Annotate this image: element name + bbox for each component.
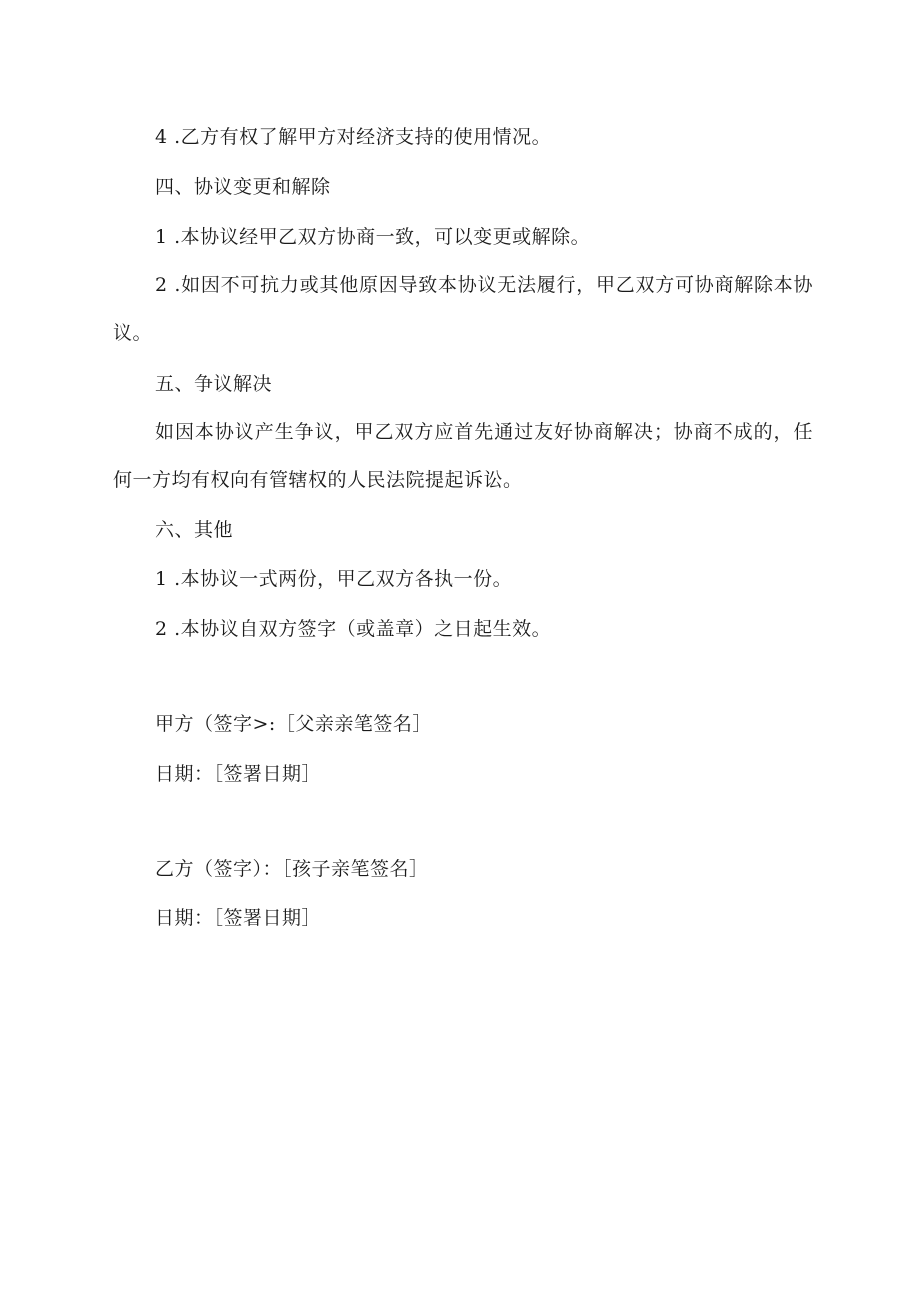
clause-4-1: 1 .本协议经甲乙双方协商一致，可以变更或解除。 (155, 226, 591, 248)
clause-6-2: 2 .本协议自双方签字（或盖章）之日起生效。 (155, 618, 552, 640)
clause-3-4: 4 .乙方有权了解甲方对经济支持的使用情况。 (155, 126, 552, 148)
section-6-heading: 六、其他 (155, 519, 234, 541)
party-b-date-line: 日期：［签署日期］ (155, 907, 322, 929)
party-a-signature-line: 甲方（签字>:［父亲亲笔签名］ (155, 713, 432, 735)
party-b-signature-line: 乙方（签字）：［孩子亲笔签名］ (155, 858, 429, 880)
party-a-date-line: 日期：［签署日期］ (155, 763, 322, 785)
clause-4-2: 2 .如因不可抗力或其他原因导致本协议无法履行，甲乙双方可协商解除本协议。 (113, 274, 813, 344)
section-5-body: 如因本协议产生争议，甲乙双方应首先通过友好协商解决；协商不成的，任何一方均有权向有管辖权的人民法院提起诉讼。 (113, 421, 813, 491)
section-5-heading: 五、争议解决 (155, 373, 273, 395)
clause-6-1: 1 .本协议一式两份，甲乙双方各执一份。 (155, 568, 513, 590)
section-4-heading: 四、协议变更和解除 (155, 176, 331, 198)
